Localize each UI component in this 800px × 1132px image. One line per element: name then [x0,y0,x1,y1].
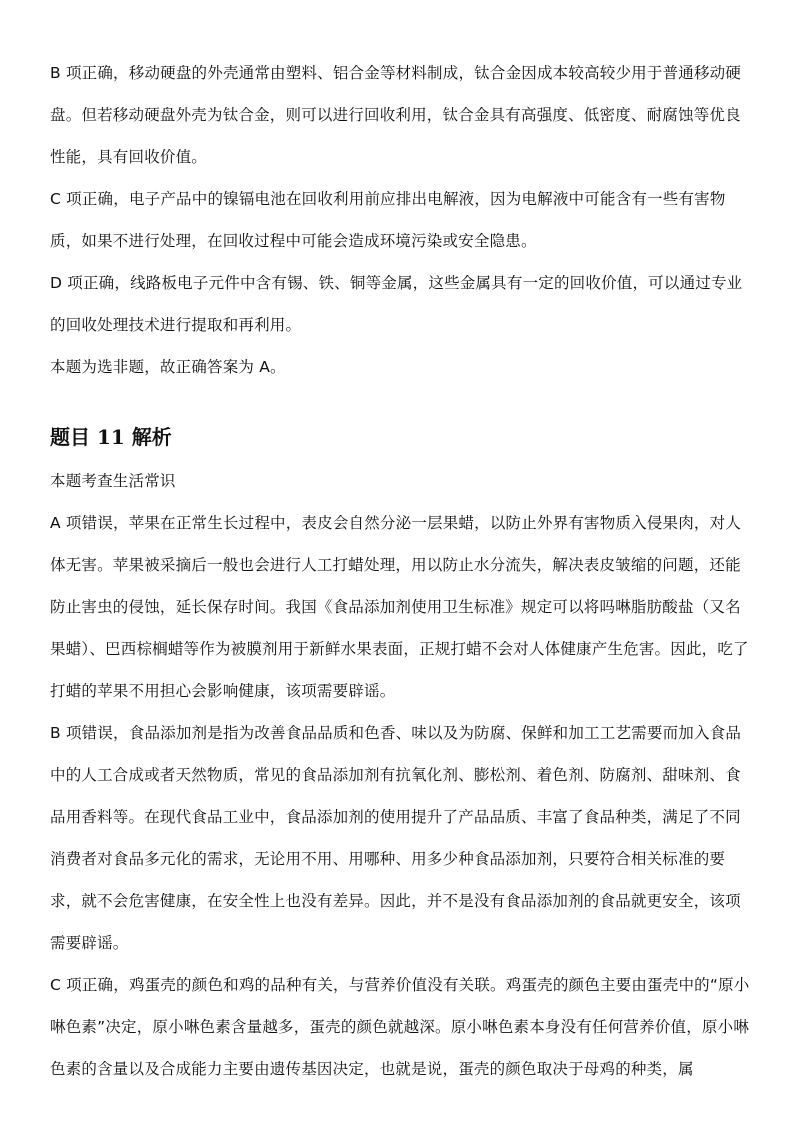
paragraph-option-d: D 项正确，线路板电子元件中含有锡、铁、铜等金属，这些金属具有一定的回收价值，可以通过专业的回收处理技术进行提取和再利用。 [50,274,743,334]
paragraph-conclusion: 本题为选非题，故正确答案为 A。 [50,358,286,376]
section-previous-answer [50,52,750,388]
section-heading: 题目 11 解析 [50,425,172,449]
paragraph-option-b: B 项正确，移动硬盘的外壳通常由塑料、铝合金等材料制成，钛合金因成本较高较少用于普通移动硬盘。但若移动硬盘外壳为钛合金，则可以进行回收利用，钛合金具有高强度、低密度、耐腐蚀等优良性能，具有回收价值。 [50,64,742,166]
paragraph-topic: 本题考查生活常识 [50,472,176,490]
paragraph-option-c: C 项正确，鸡蛋壳的颜色和鸡的品种有关，与营养价值没有关联。鸡蛋壳的颜色主要由蛋壳中的“原小啉色素”决定，原小啉色素含量越多，蛋壳的颜色就越深。原小啉色素本身没有任何营养价值，原小啉色素的含量以及合成能力主要由遗传基因决定，也就是说，蛋壳的颜色取决于母鸡的种类，属 [50,976,750,1078]
section-question-11 [50,418,750,1090]
paragraph-option-a: A 项错误，苹果在正常生长过程中，表皮会自然分泌一层果蜡，以防止外界有害物质入侵果肉，对人体无害。苹果被采摘后一般也会进行人工打蜡处理，用以防止水分流失，解决表皮皱缩的问题，还能防止害虫的侵蚀，延长保存时间。我国《食品添加剂使用卫生标准》规定可以将吗啉脂肪酸盐（又名果蜡）、巴西棕榈蜡等作为被膜剂用于新鲜水果表面，正规打蜡不会对人体健康产生危害。因此，吃了打蜡的苹果不用担心会影响健康，该项需要辟谣。 [50,514,749,700]
paragraph-option-b: B 项错误，食品添加剂是指为改善食品品质和色香、味以及为防腐、保鲜和加工工艺需要而加入食品中的人工合成或者天然物质，常见的食品添加剂有抗氧化剂、膨松剂、着色剂、防腐剂、甜味剂、食品用香料等。在现代食品工业中，食品添加剂的使用提升了产品品质、丰富了食品种类，满足了不同消费者对食品多元化的需求，无论用不用、用哪种、用多少种食品添加剂，只要符合相关标准的要求，就不会危害健康，在安全性上也没有差异。因此，并不是没有食品添加剂的食品就更安全，该项需要辟谣。 [50,724,742,952]
paragraph-option-c: C 项正确，电子产品中的镍镉电池在回收利用前应排出电解液，因为电解液中可能含有一些有害物质，如果不进行处理，在回收过程中可能会造成环境污染或安全隐患。 [50,190,726,250]
